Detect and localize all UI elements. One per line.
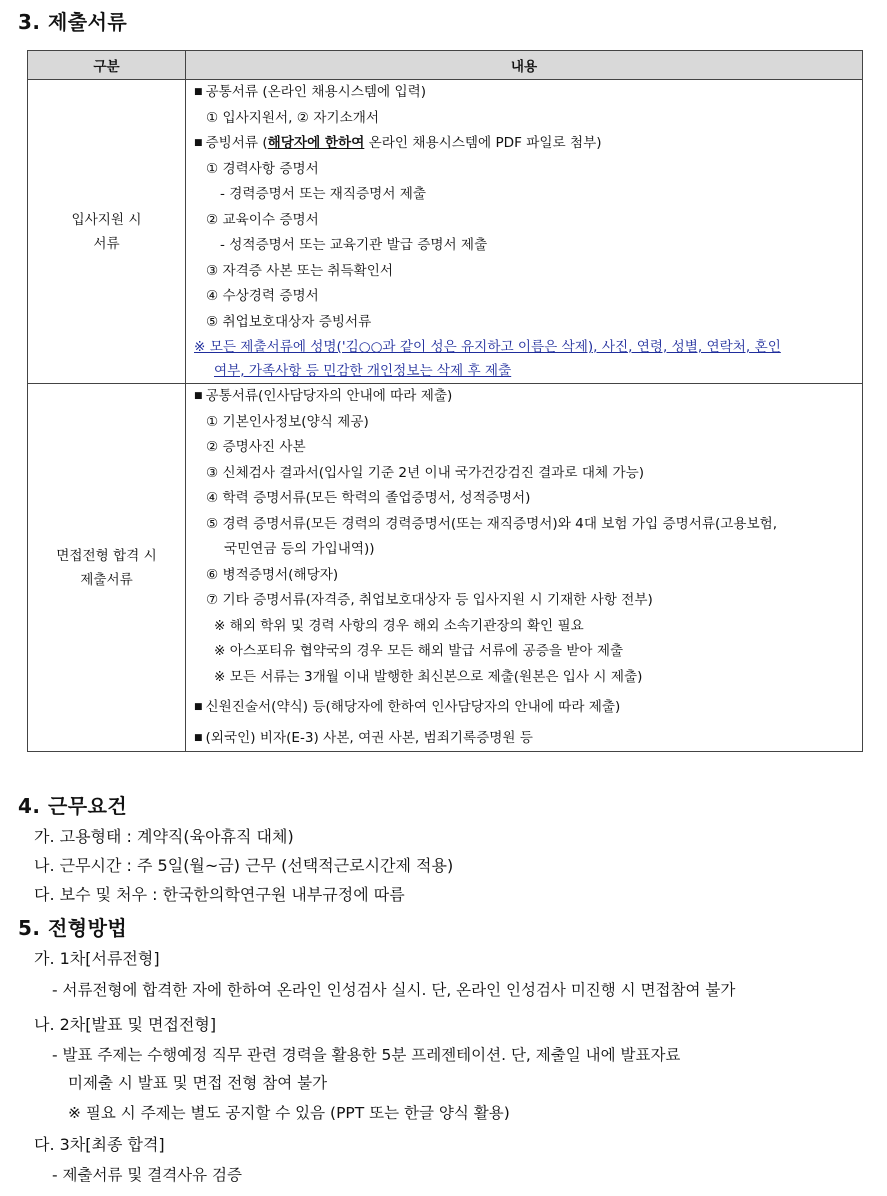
- section5-item-a1: - 서류전형에 합격한 자에 한하여 온라인 인성검사 실시. 단, 온라인 인성검사 미진행 시 면접참여 불가: [52, 981, 736, 999]
- row2-category: [28, 384, 186, 752]
- header-content: 내용: [186, 51, 863, 80]
- row1-content: [186, 80, 863, 384]
- table-row: [28, 384, 863, 752]
- square-bullet-icon: ■: [194, 391, 203, 401]
- row2-line13: (외국인) 비자(E-3) 사본, 여권 사본, 범죄기록증명원 등: [205, 729, 533, 746]
- section3-title: 3. 제출서류: [18, 10, 128, 34]
- section4-item-c: 다. 보수 및 처우 : 한국한의학연구원 내부규정에 따름: [34, 885, 405, 904]
- row2-content: [186, 384, 863, 752]
- row2-category-line1: 면접전형 합격 시: [56, 547, 157, 564]
- table-header-row: [28, 51, 863, 80]
- section5-title: 5. 전형방법: [18, 916, 128, 940]
- row1-line4: ① 경력사항 증명서: [206, 160, 319, 177]
- row1-note-line2: 여부, 가족사항 등 민감한 개인정보는 삭제 후 제출: [214, 363, 512, 379]
- section4-title: 4. 근무요건: [18, 794, 128, 818]
- square-bullet-icon: ■: [194, 732, 203, 743]
- row1-category: [28, 80, 186, 384]
- row1-category-line1: 입사지원 시: [71, 211, 142, 228]
- section5-item-b3: ※ 필요 시 주제는 별도 공지할 수 있음 (PPT 또는 한글 양식 활용): [68, 1104, 510, 1122]
- row2-line6b: 국민연금 등의 가입내역)): [224, 541, 375, 557]
- row1-note-line1: ※ 모든 제출서류에 성명('김○○과 같이 성은 유지하고 이름은 삭제), 사진, 연령, 성별, 연락처, 혼인: [194, 339, 781, 355]
- row1-line1: 공통서류 (온라인 채용시스템에 입력): [205, 84, 427, 100]
- section5-item-b: 나. 2차[발표 및 면접전형]: [34, 1015, 217, 1034]
- row2-line9: ※ 해외 학위 및 경력 사항의 경우 해외 소속기관장의 확인 필요: [214, 617, 584, 634]
- section5-item-a: 가. 1차[서류전형]: [34, 949, 160, 968]
- row1-line7: - 성적증명서 또는 교육기관 발급 증명서 제출: [220, 237, 488, 253]
- row1-category-line2: 서류: [93, 235, 120, 252]
- row1-line3-bold: 해당자에 한하여: [267, 135, 365, 151]
- row2-line7: ⑥ 병적증명서(해당자): [206, 566, 339, 583]
- row1-note: [194, 335, 854, 383]
- row1-line2: ① 입사지원서, ② 자기소개서: [206, 109, 379, 126]
- square-bullet-icon: ■: [194, 138, 203, 148]
- table-row: [28, 80, 863, 384]
- section5-item-b1: - 발표 주제는 수행예정 직무 관련 경력을 활용한 5분 프레젠테이션. 단, 제출일 내에 발표자료: [52, 1046, 681, 1064]
- row2-line2: ① 기본인사정보(양식 제공): [206, 413, 369, 430]
- row2-category-line2: 제출서류: [80, 571, 133, 588]
- submission-documents-table: [27, 50, 863, 752]
- row1-line9: ④ 수상경력 증명서: [206, 288, 319, 304]
- row2-line10: ※ 아스포티유 협약국의 경우 모든 해외 발급 서류에 공증을 받아 제출: [214, 643, 624, 659]
- row2-line12: 신원진술서(약식) 등(해당자에 한하여 인사담당자의 안내에 따라 제출): [205, 699, 621, 715]
- row2-line11: ※ 모든 서류는 3개월 이내 발행한 최신본으로 제출(원본은 입사 시 제출): [214, 668, 643, 685]
- section5-item-c: 다. 3차[최종 합격]: [34, 1135, 165, 1154]
- row1-line3-post: 온라인 채용시스템에 PDF 파일로 첨부): [364, 135, 602, 151]
- row2-line4: ③ 신체검사 결과서(입사일 기준 2년 이내 국가건강검진 결과로 대체 가능): [206, 464, 645, 481]
- row2-line8: ⑦ 기타 증명서류(자격증, 취업보호대상자 등 입사지원 시 기재한 사항 전부): [206, 592, 653, 608]
- section5-item-c1: - 제출서류 및 결격사유 검증: [52, 1166, 243, 1184]
- square-bullet-icon: ■: [194, 87, 203, 97]
- header-category: 구분: [28, 51, 186, 80]
- row1-line3-pre: 증빙서류 (: [205, 135, 268, 151]
- row1-line5: - 경력증명서 또는 재직증명서 제출: [220, 186, 427, 202]
- section5-item-b2: 미제출 시 발표 및 면접 전형 참여 불가: [68, 1074, 328, 1092]
- row1-line8: ③ 자격증 사본 또는 취득확인서: [206, 262, 394, 279]
- row1-line6: ② 교육이수 증명서: [206, 211, 319, 228]
- section4-item-a: 가. 고용형태 : 계약직(육아휴직 대체): [34, 827, 294, 846]
- section4-item-b: 나. 근무시간 : 주 5일(월~금) 근무 (선택적근로시간제 적용): [34, 856, 454, 875]
- row2-line6a: ⑤ 경력 증명서류(모든 경력의 경력증명서(또는 재직증명서)와 4대 보험 가입 증명서류(고용보험,: [206, 515, 778, 532]
- row2-line5: ④ 학력 증명서류(모든 학력의 졸업증명서, 성적증명서): [206, 490, 531, 506]
- row2-line1: 공통서류(인사담당자의 안내에 따라 제출): [205, 388, 453, 404]
- row2-line3: ② 증명사진 사본: [206, 439, 306, 455]
- row1-line10: ⑤ 취업보호대상자 증빙서류: [206, 313, 372, 330]
- square-bullet-icon: ■: [194, 702, 203, 712]
